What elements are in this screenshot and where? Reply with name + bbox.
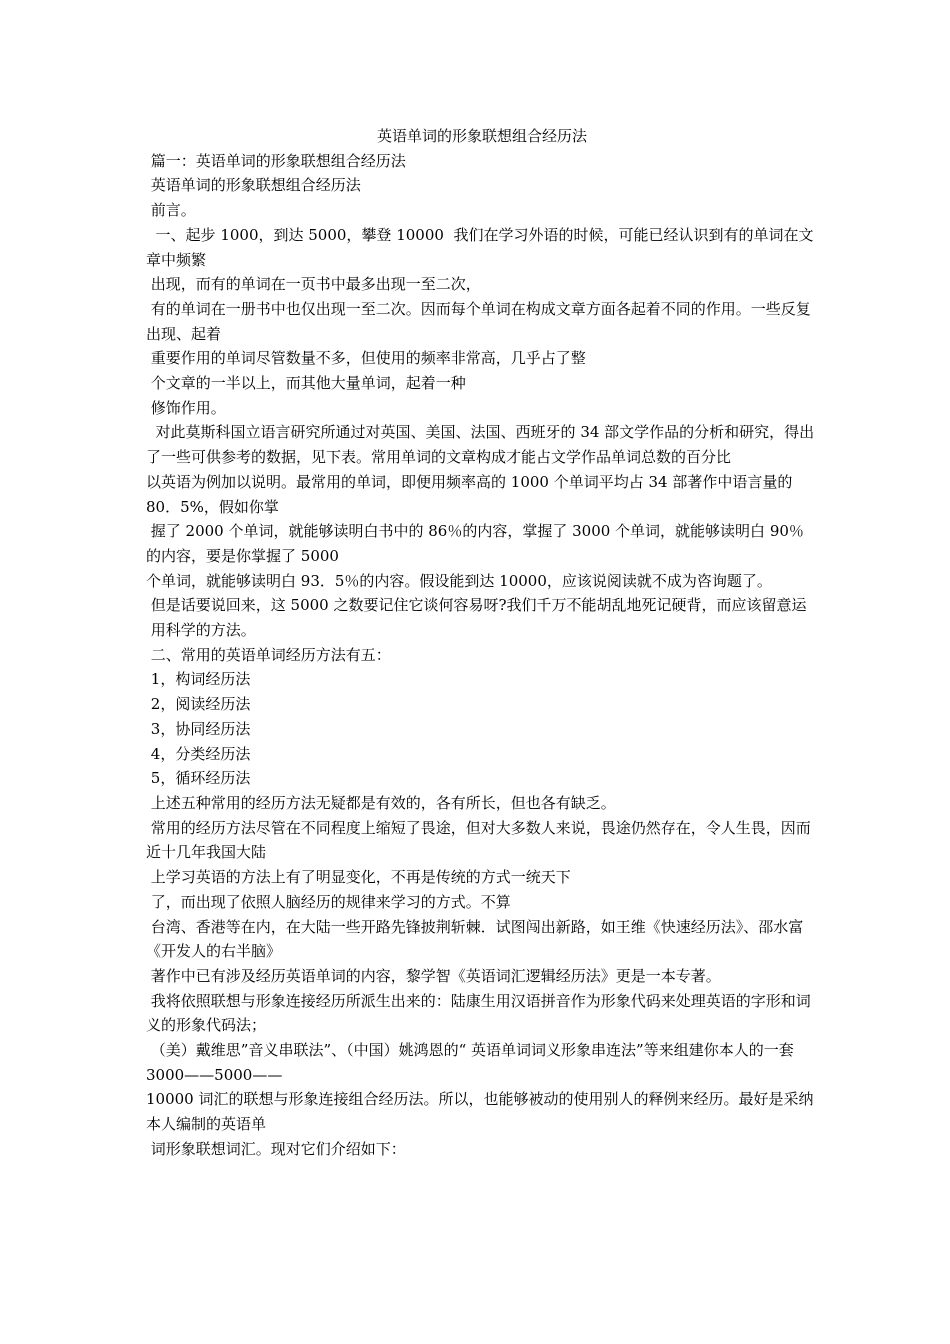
paragraph: 篇一：英语单词的形象联想组合经历法 xyxy=(146,151,406,170)
document-title: 英语单词的形象联想组合经历法 xyxy=(376,127,587,145)
list-item: 1，构词经历法 xyxy=(146,670,251,689)
document-body xyxy=(146,124,818,1162)
paragraph: 用科学的方法。 xyxy=(146,621,256,640)
list-item: 4，分类经历法 xyxy=(146,744,251,763)
paragraph: 上学习英语的方法上有了明显变化，不再是传统的方式一统天下 xyxy=(146,868,571,887)
paragraph: 对此莫斯科国立语言研究所通过对英国、美国、法国、西班牙的 34 部文学作品的分析和研究，得出了一些可供参考的数据，见下表。常用单词的文章构成才能占文学作品单词总数的百分比 xyxy=(146,423,815,467)
list-item: 3，协同经历法 xyxy=(146,719,251,738)
paragraph: 但是话要说回来，这 5000 之数要记住它谈何容易呀?我们千万不能胡乱地死记硬背，而应该留意运 xyxy=(146,596,807,615)
paragraph: 重要作用的单词尽管数量不多，但使用的频率非常高，几乎占了整 xyxy=(146,349,586,368)
paragraph: 有的单词在一册书中也仅出现一至二次。因而每个单词在构成文章方面各起着不同的作用。一些反复出现、起着 xyxy=(146,299,811,343)
paragraph: 著作中已有涉及经历英语单词的内容，黎学智《英语词汇逻辑经历法》更是一本专著。 xyxy=(146,966,721,985)
paragraph: 了，而出现了依照人脑经历的规律来学习的方式。不算 xyxy=(146,892,511,911)
paragraph: （美）戴维思”音义串联法”、（中国）姚鸿恩的“ 英语单词词义形象串连法”等来组建你本人的一套 3000——5000—— xyxy=(146,1041,799,1084)
paragraph: 10000 词汇的联想与形象连接组合经历法。所以，也能够被动的使用别人的释例来经历。最好是采纳本人编制的英语单 xyxy=(146,1090,814,1134)
section-heading: 二、常用的英语单词经历方法有五： xyxy=(146,645,391,664)
paragraph: 个文章的一半以上，而其他大量单词，起着一种 xyxy=(146,374,466,393)
paragraph: 以英语为例加以说明。最常用的单词，即便用频率高的 1000 个单词平均占 34 部著作中语言量的 80．5%，假如你掌 xyxy=(146,472,798,516)
paragraph: 英语单词的形象联想组合经历法 xyxy=(146,176,361,195)
paragraph: 一、起步 1000，到达 5000，攀登 10000 我们在学习外语的时候，可能已经认识到有的单词在文章中频繁 xyxy=(146,225,814,269)
list-item: 5，循环经历法 xyxy=(146,769,251,788)
paragraph: 台湾、香港等在内，在大陆一些开路先锋披荆斩棘．试图闯出新路，如王维《快速经历法》、邵水富《开发人的右半脑》 xyxy=(146,917,804,961)
paragraph: 握了 2000 个单词，就能够读明白书中的 86％的内容，掌握了 3000 个单词，就能够读明白 90％的内容，要是你掌握了 5000 xyxy=(146,522,804,565)
paragraph: 修饰作用。 xyxy=(146,398,226,417)
paragraph: 上述五种常用的经历方法无疑都是有效的，各有所长，但也各有缺乏。 xyxy=(146,793,616,812)
paragraph: 个单词，就能够读明白 93．5％的内容。假设能到达 10000，应该说阅读就不成为咨询题了。 xyxy=(146,571,772,590)
paragraph: 词形象联想词汇。现对它们介绍如下： xyxy=(146,1139,406,1158)
paragraph: 常用的经历方法尽管在不同程度上缩短了畏途，但对大多数人来说，畏途仍然存在，令人生畏，因而近十几年我国大陆 xyxy=(146,818,811,862)
paragraph: 出现，而有的单词在一页书中最多出现一至二次， xyxy=(146,275,481,294)
paragraph: 前言。 xyxy=(146,201,196,220)
paragraph: 我将依照联想与形象连接经历所派生出来的：陆康生用汉语拼音作为形象代码来处理英语的字形和词义的形象代码法； xyxy=(146,991,811,1035)
list-item: 2，阅读经历法 xyxy=(146,695,251,714)
